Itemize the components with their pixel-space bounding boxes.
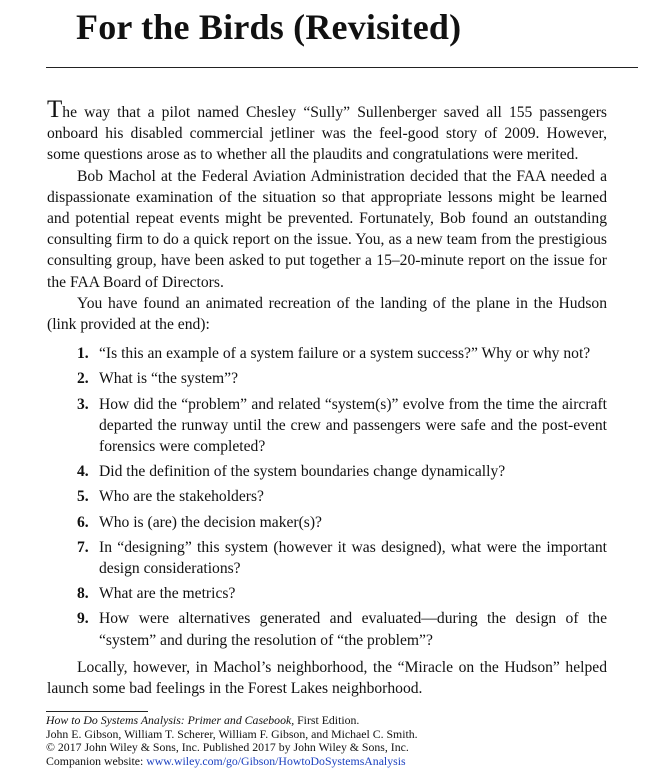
intro-paragraph-2: Bob Machol at the Federal Aviation Administration decided that the FAA needed a dispassionate examination of the situation so that appropriate lessons might be learned and potential repeat events might be prevented. Fortunately, Bob found an outstanding consulting firm to do a quick report on the issue. You, as a new team from the prestigious consulting group, have been asked to put together a 15–20-minute report on the issue for the FAA Board of Directors.: [47, 167, 607, 291]
book-edition: First Edition.: [294, 713, 360, 727]
list-item: [77, 368, 607, 389]
intro-paragraph-1: [47, 96, 607, 166]
list-item-text: How were alternatives generated and evaluated—during the design of the “system” and during the resolution of “the problem”?: [99, 610, 607, 649]
footer-website-line: [46, 755, 636, 769]
closing-paragraph: Locally, however, in Machol’s neighborhood, the “Miracle on the Hudson” helped launch some bad feelings in the Forest Lakes neighborhood.: [47, 658, 607, 698]
list-item-text: How did the “problem” and related “system(s)” evolve from the time the aircraft departed the runway until the crew and passengers were safe and the post-event forensics were completed?: [99, 395, 607, 456]
list-item: [77, 583, 607, 604]
website-label: Companion website:: [46, 753, 147, 768]
list-item-number: 2.: [77, 370, 89, 388]
question-list: [47, 343, 607, 651]
list-item-number: 9.: [77, 610, 89, 628]
title-divider: [46, 67, 638, 68]
list-item-number: 6.: [77, 513, 89, 531]
website-link[interactable]: www.wiley.com/go/Gibson/HowtoDoSystemsAnalysis: [146, 753, 406, 768]
intro-paragraph-1-text: he way that a pilot named Chesley “Sully” Sullenberger saved all 155 passengers onboard his disabled commercial jetliner was the feel-good story of 2009. However, some questions arose as to whether all the plaudits and congratulations were merited.: [47, 104, 607, 164]
list-item-number: 8.: [77, 585, 89, 603]
body-text: [47, 96, 607, 699]
list-item-text: Who is (are) the decision maker(s)?: [99, 513, 322, 531]
list-item-number: 7.: [77, 538, 89, 556]
list-item: [77, 512, 607, 533]
intro-paragraph-3: You have found an animated recreation of the landing of the plane in the Hudson (link provided at the end):: [47, 294, 607, 334]
list-item: [77, 537, 607, 579]
drop-cap: T: [47, 96, 63, 123]
list-item-text: In “designing” this system (however it was designed), what were the important design considerations?: [99, 538, 607, 578]
list-item-text: What are the metrics?: [99, 585, 236, 603]
list-item: [77, 608, 607, 650]
book-title: How to Do Systems Analysis: Primer and Casebook,: [46, 713, 295, 727]
list-item-number: 4.: [77, 463, 89, 481]
footer: [46, 714, 636, 768]
list-item: [77, 343, 607, 364]
footer-divider: [46, 711, 148, 712]
list-item-number: 5.: [77, 488, 89, 506]
list-item-text: Did the definition of the system boundaries change dynamically?: [99, 463, 506, 481]
list-item: [77, 486, 607, 507]
list-item: [77, 461, 607, 482]
footer-copyright: © 2017 John Wiley & Sons, Inc. Published 2017 by John Wiley & Sons, Inc.: [46, 740, 409, 755]
list-item: [77, 394, 607, 458]
page-title: For the Birds (Revisited): [76, 7, 462, 47]
footer-authors: John E. Gibson, William T. Scherer, William F. Gibson, and Michael C. Smith.: [46, 726, 418, 741]
footer-book-line: [46, 714, 636, 728]
list-item-text: What is “the system”?: [99, 370, 238, 388]
list-item-number: 3.: [77, 395, 89, 413]
list-item-text: Who are the stakeholders?: [99, 488, 264, 506]
list-item-text: “Is this an example of a system failure or a system success?” Why or why not?: [99, 345, 591, 363]
list-item-number: 1.: [77, 345, 89, 363]
